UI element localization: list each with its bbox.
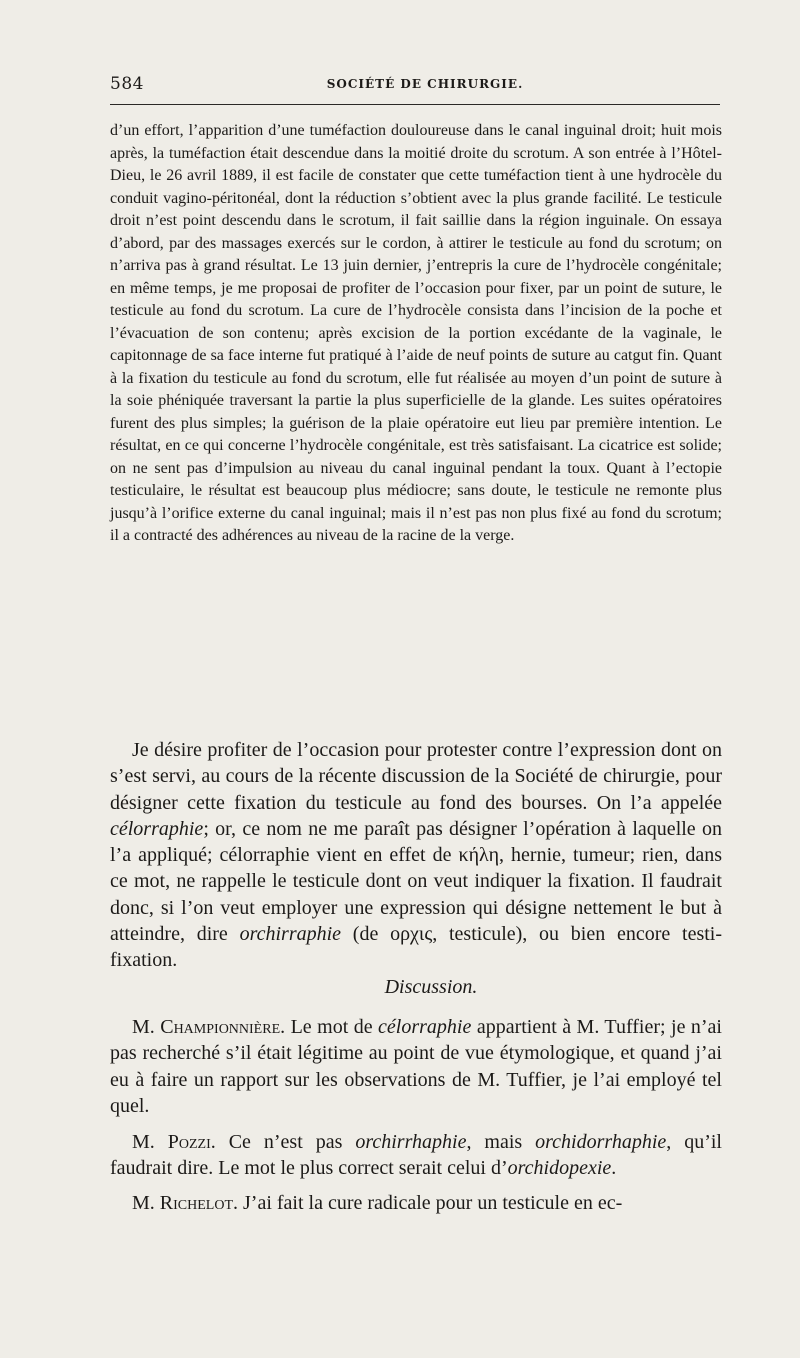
term-celorraphie: célorraphie: [110, 817, 204, 840]
discussion-text: appartient à M. Tuffier; je n’ai pas recherché s’il était légitime au point de vue étymologique, et quand j’ai eu à faire un rapport sur les observations de M. Tuffier, je l’ai employé tel quel.: [110, 1015, 722, 1117]
case-report-text: [110, 120, 722, 548]
protest-text-1: Je désire profiter de l’occasion pour protester contre l’expression dont on s’est servi, au cours de la récente discussion de la Société de chirurgie, pour désigner cette fixation du testicule au fond des bourses. On l’a appelée: [110, 739, 722, 814]
greek-kele: κήλη: [458, 844, 500, 867]
protest-paragraph: [110, 737, 722, 974]
page-header: [110, 72, 720, 100]
discussion-paragraph-richelot: [110, 1190, 722, 1216]
protest-text-3: , hernie, tumeur; rien, dans ce mot, ne rappelle le testicule dont on veut indiquer la fixation. Il faudrait donc, si l’on veut employer une expression qui désigne nettement le but à atteindre, dire: [110, 844, 722, 946]
discussion-text: , qu’il faudrait dire. Le mot le plus correct serait celui d’: [110, 1131, 722, 1180]
term-orchirraphie: orchirraphie: [239, 923, 342, 946]
header-rule: [110, 104, 720, 105]
term-orchidopexie: orchidopexie: [507, 1157, 612, 1180]
greek-orchis: ορχις: [390, 923, 433, 946]
discussion-text: Le mot de: [285, 1015, 379, 1038]
speaker-name: M. Championnière.: [132, 1015, 286, 1038]
term-orchidorrhaphie: orchidorrhaphie: [535, 1131, 667, 1154]
case-report-paragraph: d’un effort, l’apparition d’une tuméfaction douloureuse dans le canal inguinal droit; huit mois après, la tuméfaction était descendue dans la moitié droite du scrotum. A son entrée à l’Hôtel-Dieu, le 26 avril 1889, il est facile de constater que cette tuméfaction tient à une hydrocèle du conduit vagino-péritonéal, dont la réduction s’obtient avec la plus grande facilité. Le testicule droit n’est point descendu dans le scrotum, il fait saillie dans la région inguinale. On essaya d’abord, par des massages exercés sur le cordon, à attirer le testicule au fond du scrotum; on n’arriva pas à grand résultat. Le 13 juin dernier, j’entrepris la cure de l’hydrocèle congénitale; en même temps, je me proposai de profiter de l’occasion pour fixer, par un point de suture, le testicule au fond du scrotum. La cure de l’hydrocèle consista dans l’incision de la poche et l’évacuation de son contenu; après excision de la portion excédante de la vaginale, le capitonnage de sa face interne fut pratiqué à l’aide de neuf points de suture au catgut fin. Quant à la fixation du testicule au fond du scrotum, elle fut réalisée au moyen d’un point de suture à la soie phéniquée traversant la partie la plus superficielle de la glande. Les suites opératoires furent des plus simples; la guérison de la plaie opératoire eut lieu par première intention. Le résultat, en ce qui concerne l’hydrocèle congénitale, est très satisfaisant. La cicatrice est solide; on ne sent pas d’impulsion au niveau du canal inguinal pendant la toux. Quant à l’ectopie testiculaire, le résultat est beaucoup plus médiocre; sans doute, le testicule ne remonte plus jusqu’à l’orifice externe du canal inguinal; mais il n’est pas non plus fixé au fond du scrotum; il a contracté des adhérences au niveau de la racine de la verge.: [110, 122, 722, 544]
discussion-text: .: [611, 1157, 617, 1180]
protest-text-2: ; or, ce nom ne me paraît pas désigner l’opération à laquelle on l’a appliqué; célorraphie vient en effet de: [110, 817, 722, 867]
discussion-paragraph-pozzi: [110, 1129, 722, 1182]
speaker-name: M. Richelot.: [132, 1191, 238, 1214]
discussion-text: J’ai fait la cure radicale pour un testicule en ec-: [238, 1191, 623, 1214]
protest-text-4: (de: [341, 923, 391, 946]
discussion-heading: Discussion.: [384, 975, 478, 998]
term-orchirrhaphie: orchirrhaphie: [355, 1131, 467, 1154]
term-celorraphie-2: célorraphie: [378, 1015, 472, 1038]
main-text: [110, 737, 722, 1216]
speaker-name: M. Pozzi.: [132, 1131, 216, 1154]
page-number: 584: [110, 74, 144, 94]
discussion-text: , mais: [466, 1131, 536, 1154]
discussion-paragraph-championniere: [110, 1014, 722, 1119]
protest-text-5: , testicule), ou bien encore testi-fixation.: [110, 923, 722, 972]
running-title: SOCIÉTÉ DE CHIRURGIE.: [326, 77, 524, 91]
discussion-text: Ce n’est pas: [215, 1131, 356, 1154]
